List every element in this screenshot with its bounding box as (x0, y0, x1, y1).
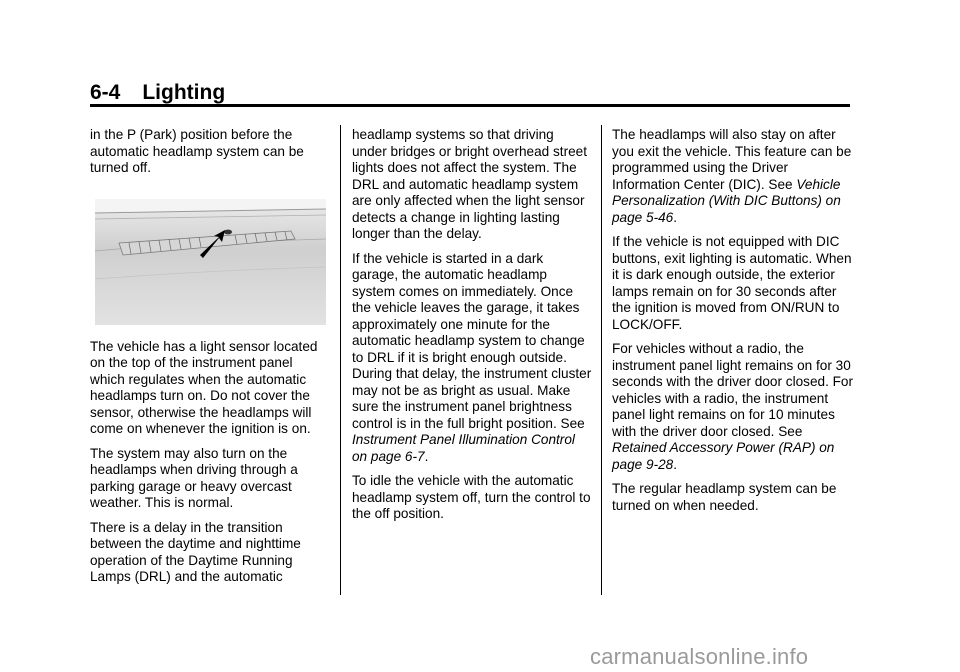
cross-reference-link[interactable]: Instrument Panel Illumination Control on page 6-7 (352, 432, 575, 464)
paragraph: in the P (Park) position before the automatic headlamp system can be turned off. (90, 127, 304, 175)
paragraph-text: For vehicles without a radio, the instrument panel light remains on for 30 seconds with the driver door closed. For vehicles with a radio, the instrument panel light remains on for 10 minutes with the driver door closed. See (612, 341, 854, 439)
page-header (90, 80, 225, 106)
column-3 (612, 127, 857, 522)
cross-reference-link[interactable]: Vehicle Personalization (With DIC Buttons) on page 5-46 (612, 176, 841, 225)
column-2 (352, 127, 592, 531)
section-title: Lighting (142, 81, 226, 104)
light-sensor-illustration (95, 199, 326, 325)
paragraph-end: . (424, 448, 429, 464)
paragraph: headlamp systems so that driving under bridges or bright overhead street lights does not affect the system. The DRL and automatic headlamp system are only affected when the light sensor detects a change in lighting lasting longer than the delay. (352, 127, 588, 241)
paragraph-end: . (673, 456, 678, 472)
paragraph: There is a delay in the transition between the daytime and nighttime operation of the Daytime Running Lamps (DRL) and the automatic (90, 519, 301, 584)
column-divider-2 (601, 125, 602, 595)
paragraph (612, 127, 857, 226)
paragraph (612, 341, 857, 473)
column-1 (90, 127, 330, 594)
paragraph-end: . (673, 209, 678, 225)
paragraph: The vehicle has a light sensor located on the top of the instrument panel which regulates when the automatic headlamps turn on. Do not cover the sensor, otherwise the headlamps will come on whenever the ignition is on. (90, 338, 318, 436)
paragraph-text: The headlamps will also stay on after you exit the vehicle. This feature can be programmed using the Driver Information Center (DIC). See (612, 127, 852, 192)
paragraph: If the vehicle is not equipped with DIC buttons, exit lighting is automatic. When it is dark enough outside, the exterior lamps remain on for 30 seconds after the ignition is moved from ON/RUN to LOCK/OFF. (612, 234, 852, 332)
column-divider-1 (340, 125, 341, 595)
paragraph: The system may also turn on the headlamps when driving through a parking garage or heavy overcast weather. This is normal. (90, 445, 298, 510)
paragraph (352, 251, 592, 466)
header-rule (90, 104, 850, 107)
watermark: carmanualsonline.info (590, 644, 809, 669)
section-number: 6-4 (90, 81, 121, 104)
paragraph-text: If the vehicle is started in a dark garage, the automatic headlamp system comes on immediately. Once the vehicle leaves the garage, it takes approximately one minute for the automatic headlamp system to change to DRL if it is bright enough outside. During that delay, the instrument cluster may not be as bright as usual. Make sure the instrument panel brightness control is in the full bright position. See (352, 250, 592, 431)
paragraph: The regular headlamp system can be turned on when needed. (612, 481, 837, 513)
cross-reference-link[interactable]: Retained Accessory Power (RAP) on page 9-28 (612, 440, 835, 472)
paragraph: To idle the vehicle with the automatic headlamp system off, turn the control to the off position. (352, 473, 591, 521)
